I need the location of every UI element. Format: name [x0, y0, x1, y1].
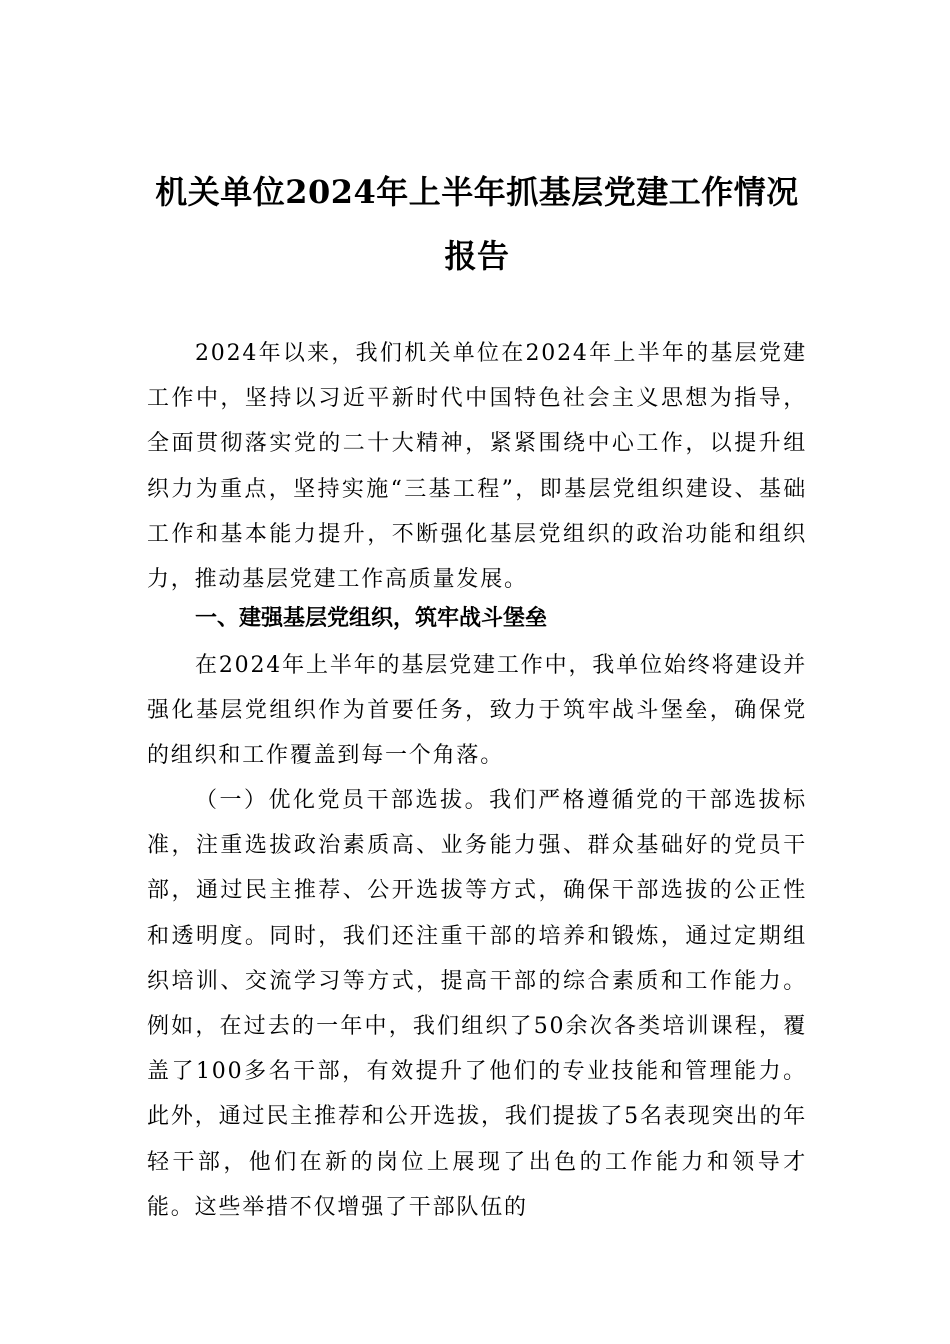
intro-paragraph: 2024年以来，我们机关单位在2024年上半年的基层党建工作中，坚持以习近平新时代中国特色社会主义思想为指导，全面贯彻落实党的二十大精神，紧紧围绕中心工作，以提升组织力为重点，坚持实施“三基工程”，即基层党组织建设、基础工作和基本能力提升，不断强化基层党组织的政治功能和组织力，推动基层党建工作高质量发展。	[147, 341, 807, 593]
document-title: 机关单位2024年上半年抓基层党建工作情况报告	[155, 173, 799, 275]
section-heading: 一、建强基层党组织，筑牢战斗堡垒	[195, 606, 548, 631]
section-paragraph: 在2024年上半年的基层党建工作中，我单位始终将建设并强化基层党组织作为首要任务，致力于筑牢战斗堡垒，确保党的组织和工作覆盖到每一个角落。	[147, 653, 807, 769]
subsection-paragraph: （一）优化党员干部选拔。我们严格遵循党的干部选拔标准，注重选拔政治素质高、业务能力强、群众基础好的党员干部，通过民主推荐、公开选拔等方式，确保干部选拔的公正性和透明度。同时，我们还注重干部的培养和锻炼，通过定期组织培训、交流学习等方式，提高干部的综合素质和工作能力。例如，在过去的一年中，我们组织了50余次各类培训课程，覆盖了100多名干部，有效提升了他们的专业技能和管理能力。此外，通过民主推荐和公开选拔，我们提拔了5名表现突出的年轻干部，他们在新的岗位上展现了出色的工作能力和领导才能。这些举措不仅增强了干部队伍的	[147, 788, 807, 1220]
